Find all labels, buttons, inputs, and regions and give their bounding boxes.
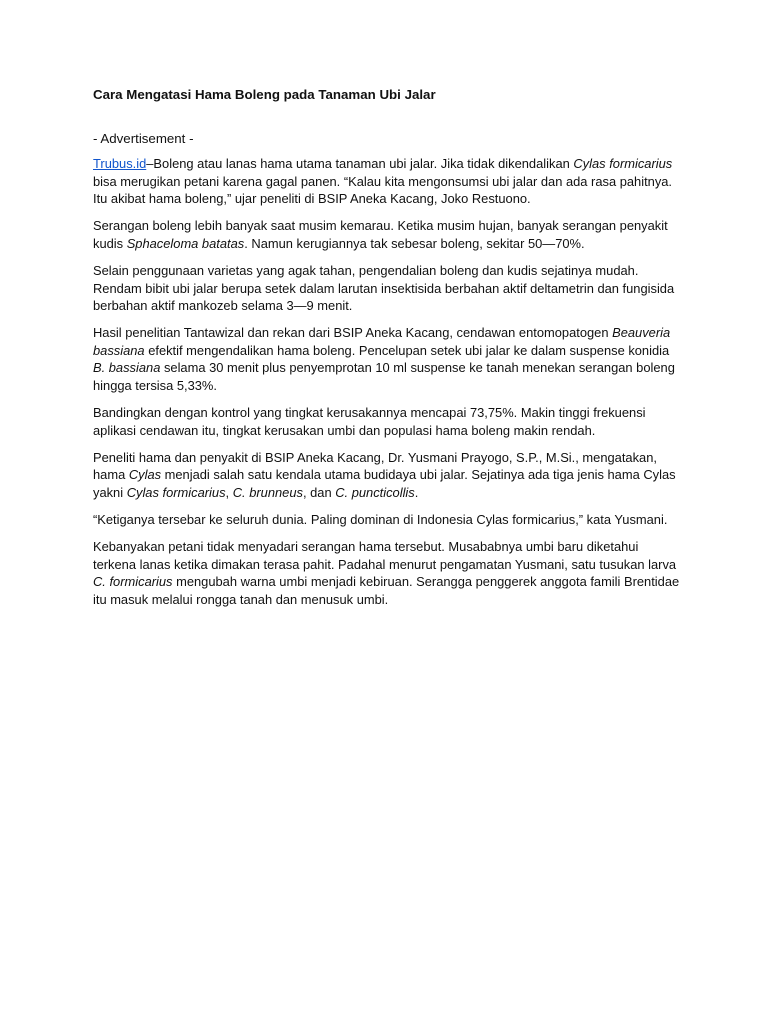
- article-title: Cara Mengatasi Hama Boleng pada Tanaman Ubi Jalar: [93, 87, 436, 102]
- paragraph-4: Hasil penelitian Tantawizal dan rekan dari BSIP Aneka Kacang, cendawan entomopatogen Beauveria bassiana efektif mengendalikan hama boleng. Pencelupan setek ubi jalar ke dalam suspense konidia B. bassiana selama 30 menit plus penyemprotan 10 ml suspense ke tanah menekan serangan boleng hingga tersisa 5,33%.: [93, 325, 675, 394]
- source-link[interactable]: Trubus.id: [93, 156, 147, 171]
- species-name: Cylas: [128, 467, 162, 483]
- species-name: C. brunneus: [232, 485, 303, 500]
- paragraph-8: Kebanyakan petani tidak menyadari serangan hama tersebut. Musababnya umbi baru diketahui terkena lanas ketika dimakan terasa pahit. Padahal menurut pengamatan Yusmani, satu tusukan larva C. formicarius mengubah warna umbi menjadi kebiruan. Serangga penggerek anggota famili Brentidae itu masuk melalui rongga tanah dan menusuk umbi.: [93, 539, 680, 607]
- paragraph-7: “Ketiganya tersebar ke seluruh dunia. Paling dominan di Indonesia Cylas formicarius,” kata Yusmani.: [93, 512, 668, 528]
- species-name: Beauveria bassiana: [93, 325, 671, 358]
- species-name: Sphaceloma batatas: [126, 235, 245, 251]
- paragraph-6: Peneliti hama dan penyakit di BSIP Aneka Kacang, Dr. Yusmani Prayogo, S.P., M.Si., mengatakan, hama Cylas menjadi salah satu kendala utama budidaya ubi jalar. Sejatinya ada tiga jenis hama Cylas yakni Cylas formicarius, C. brunneus, dan C. puncticollis.: [93, 449, 676, 500]
- paragraph-3: Selain penggunaan varietas yang agak tahan, pengendalian boleng dan kudis sejatinya mudah. Rendam bibit ubi jalar berupa setek dalam larutan insektisida berbahan aktif deltametrin dan fungisida berbahan aktif mankozeb selama 3—9 menit.: [93, 262, 675, 314]
- paragraph-1: Trubus.id–Boleng atau lanas hama utama tanaman ubi jalar. Jika tidak dikendalikan Cylas formicarius bisa merugikan petani karena gagal panen. “Kalau kita mengonsumsi ubi jalar dan ada rasa pahitnya. Itu akibat hama boleng,” ujar peneliti di BSIP Aneka Kacang, Joko Restuono.: [93, 156, 673, 207]
- species-name: C. puncticollis: [335, 485, 415, 500]
- species-name: C. formicarius: [93, 574, 173, 590]
- paragraph-5: Bandingkan dengan kontrol yang tingkat kerusakannya mencapai 73,75%. Makin tinggi frekuensi aplikasi cendawan itu, tingkat kerusakan umbi dan populasi hama boleng makin rendah.: [93, 405, 646, 438]
- species-name: Cylas formicarius: [126, 485, 226, 500]
- advertisement-label: - Advertisement -: [93, 131, 194, 146]
- document-page: [93, 84, 683, 618]
- paragraph-2: Serangan boleng lebih banyak saat musim kemarau. Ketika musim hujan, banyak serangan penyakit kudis Sphaceloma batatas. Namun kerugiannya tak sebesar boleng, sekitar 50—70%.: [93, 218, 668, 251]
- species-name: B. bassiana: [93, 360, 161, 376]
- species-name: Cylas formicarius: [573, 156, 673, 171]
